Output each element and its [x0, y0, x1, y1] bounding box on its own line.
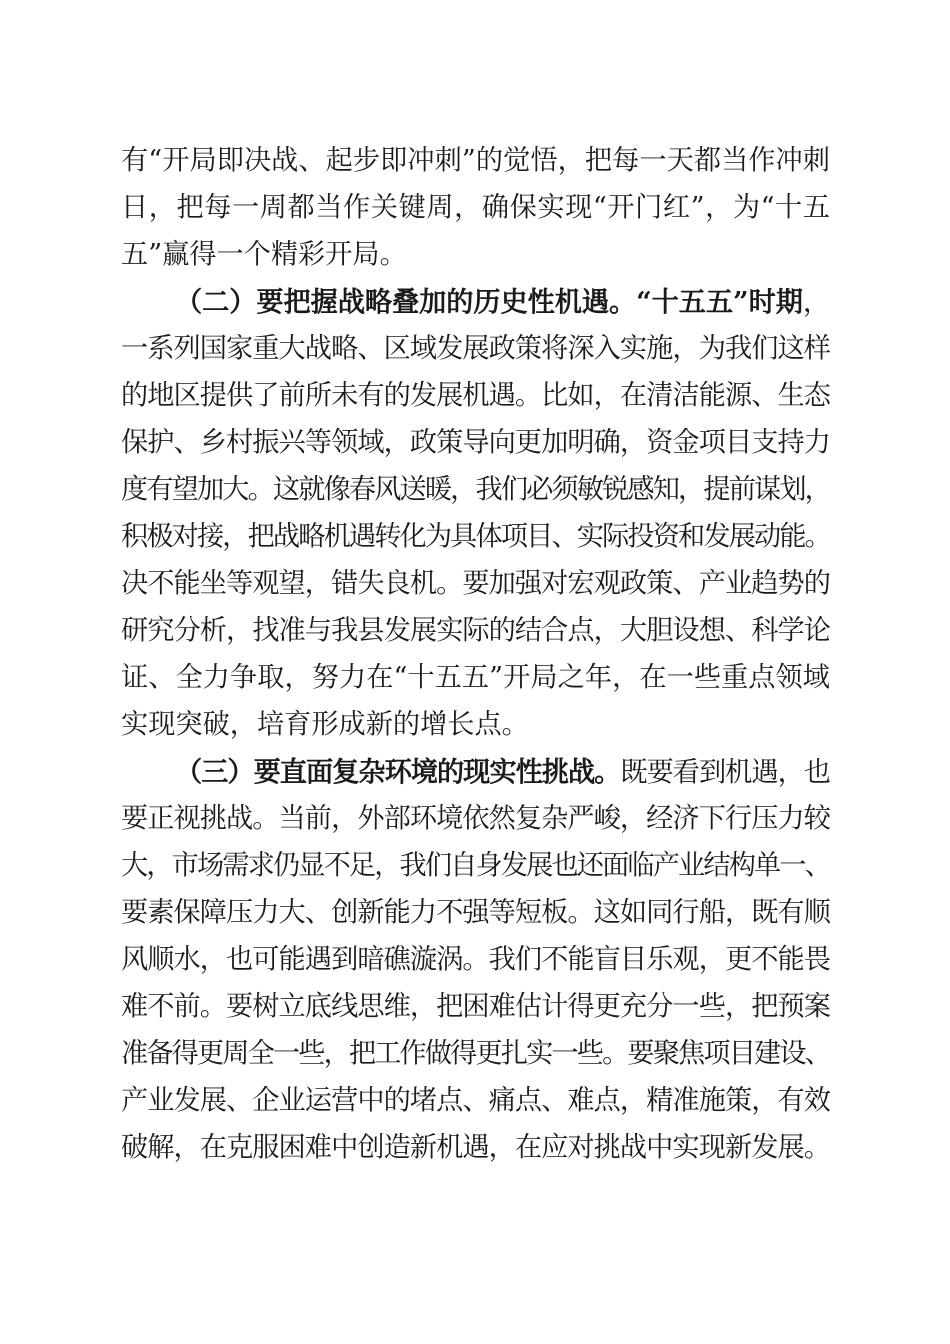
text-line: 度有望加大。这就像春风送暖，我们必须敏锐感知，提前谋划，	[121, 474, 830, 505]
text-line: 一系列国家重大战略、区域发展政策将深入实施，为我们这样	[121, 333, 830, 364]
text-line: 决不能坐等观望，错失良机。要加强对宏观政策、产业趋势的	[121, 568, 830, 599]
text-line: 难不前。要树立底线思维，把困难估计得更充分一些，把预案	[121, 991, 830, 1022]
paragraph-heading-line: （二）要把握战略叠加的历史性机遇。“十五五”时期，	[175, 286, 830, 318]
section-heading: （三）要直面复杂环境的现实性挑战。	[175, 756, 621, 788]
text-line: 的地区提供了前所未有的发展机遇。比如，在清洁能源、生态	[121, 380, 830, 411]
text-line: 产业发展、企业运营中的堵点、痛点、难点，精准施策，有效	[121, 1085, 830, 1116]
text-line: 保护、乡村振兴等领域，政策导向更加明确，资金项目支持力	[121, 427, 830, 458]
text-line: 要素保障压力大、创新能力不强等短板。这如同行船，既有顺	[121, 897, 830, 928]
text-line: 证、全力争取，努力在“十五五”开局之年，在一些重点领域	[121, 662, 830, 693]
text-line: 大，市场需求仍显不足，我们自身发展也还面临产业结构单一、	[121, 850, 830, 881]
text-line: 五”赢得一个精彩开局。	[121, 239, 407, 270]
paragraph-heading-line: （三）要直面复杂环境的现实性挑战。既要看到机遇，也	[175, 756, 830, 788]
text-line: 准备得更周全一些，把工作做得更扎实一些。要聚焦项目建设、	[121, 1038, 830, 1069]
text-line: 有“开局即决战、起步即冲刺”的觉悟，把每一天都当作冲刺	[121, 145, 830, 176]
text-line: 破解，在克服困难中创造新机遇，在应对挑战中实现新发展。	[121, 1132, 830, 1163]
text-line: 要正视挑战。当前，外部环境依然复杂严峻，经济下行压力较	[121, 803, 830, 834]
text-line: 日，把每一周都当作关键周，确保实现“开门红”，为“十五	[121, 192, 830, 223]
text-line: 实现突破，培育形成新的增长点。	[121, 709, 529, 740]
section-heading: （二）要把握战略叠加的历史性机遇。“十五五”时期	[175, 286, 803, 318]
text-line: 研究分析，找准与我县发展实际的结合点，大胆设想、科学论	[121, 615, 830, 646]
text-line: 积极对接，把战略机遇转化为具体项目、实际投资和发展动能。	[121, 521, 830, 552]
text-line: 风顺水，也可能遇到暗礁漩涡。我们不能盲目乐观，更不能畏	[121, 944, 830, 975]
